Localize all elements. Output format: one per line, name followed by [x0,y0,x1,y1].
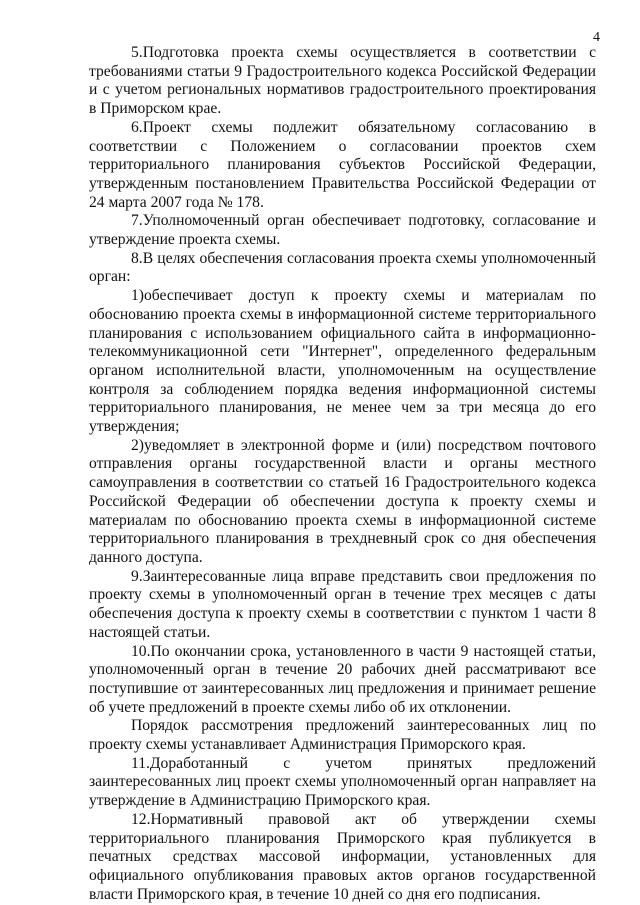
paragraph-item-11: 11.Доработанный с учетом принятых предложений заинтересованных лиц проект схемы уполномоченный орган направляет на утверждение в Администрацию Приморского края. [89,754,596,810]
paragraph-item-7: 7.Уполномоченный орган обеспечивает подготовку, согласование и утверждение проекта схемы. [89,212,596,249]
paragraph-item-9: 9.Заинтересованные лица вправе представить свои предложения по проекту схемы в уполномоченный орган в течение трех месяцев с даты обеспечения доступа к проекту схемы в соответствии с пунктом 1 части 8 настоящей статьи. [89,567,596,641]
paragraph-subitem-1: 1)обеспечивает доступ к проекту схемы и материалам по обоснованию проекта схемы в информационной системе территориального планирования с использованием официального сайта в информационно-телекоммуникационной сети "Интернет", определенного федеральным органом исполнительной власти, уполномоченным на осуществление контроля за соблюдением порядка ведения информационной системы территориального планирования, не менее чем за три месяца до его утверждения; [89,287,596,436]
paragraph-subitem-2: 2)уведомляет в электронной форме и (или) посредством почтового отправления органы государственной власти и органы местного самоуправления в соответствии со статьей 16 Градостроительного кодекса Российской Федерации об обеспечении доступа к проекту схемы и материалам по обоснованию проекта схемы в информационной системе территориального планирования в трехдневный срок со дня обеспечения данного доступа. [89,436,596,566]
paragraph-item-12: 12.Нормативный правовой акт об утверждении схемы территориального планирования Приморского края публикуется в печатных средствах массовой информации, установленных для официального опубликования правовых актов органов государственной власти Приморского края, в течение 10 дней со дня его подписания. [89,810,596,903]
paragraph-item-5: 5.Подготовка проекта схемы осуществляется в соответствии с требованиями статьи 9 Градостроительного кодекса Российской Федерации и с учетом региональных нормативов градостроительного проектирования в Приморском крае. [89,44,596,118]
paragraph-item-10: 10.По окончании срока, установленного в части 9 настоящей статьи, уполномоченный орган в течение 20 рабочих дней рассматривают все поступившие от заинтересованных лиц предложения и принимает решение об учете предложений в проекте схемы либо об их отклонении. [89,642,596,716]
page-number: 4 [593,30,600,45]
paragraph-item-6: 6.Проект схемы подлежит обязательному согласованию в соответствии с Положением о согласовании проектов схем территориального планирования субъектов Российской Федерации, утвержденным постановлением Правительства Российской Федерации от 24 марта 2007 года № 178. [89,118,596,211]
document-body [89,44,596,904]
paragraph-item-8: 8.В целях обеспечения согласования проекта схемы уполномоченный орган: [89,249,596,286]
paragraph-procedure: Порядок рассмотрения предложений заинтересованных лиц по проекту схемы устанавливает Администрация Приморского края. [89,717,596,754]
